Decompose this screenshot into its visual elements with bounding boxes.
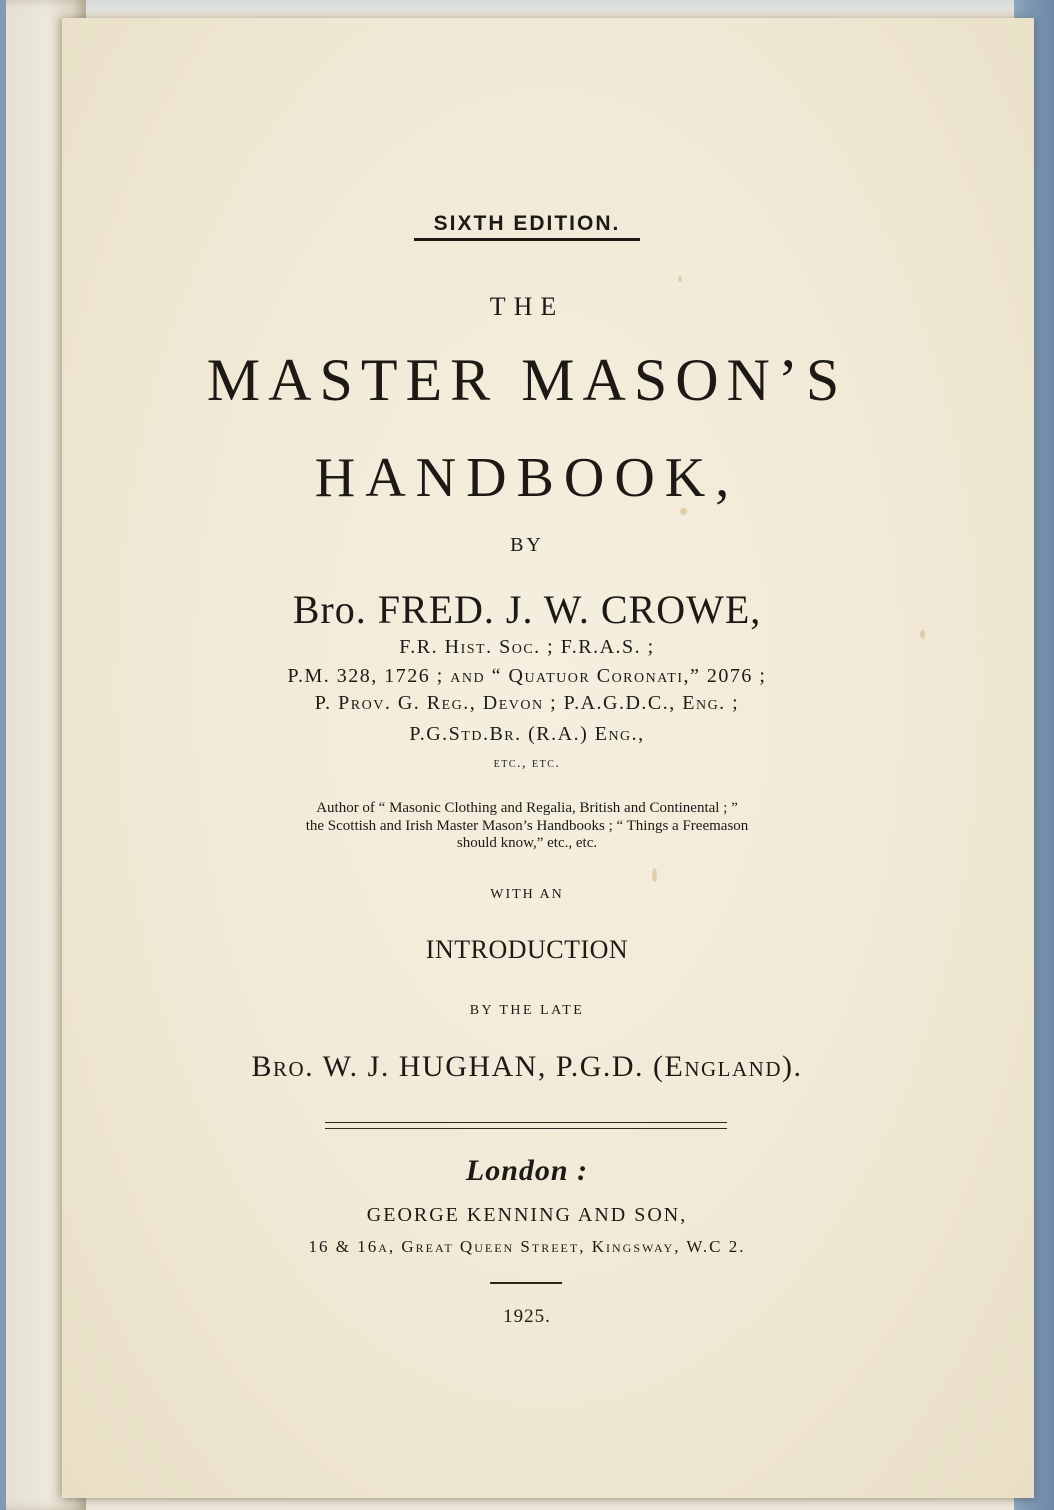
short-rule	[490, 1282, 562, 1284]
imprint-place: London :	[465, 1154, 589, 1187]
author-credential: P.G.Std.Br. (R.A.) Eng.,	[409, 723, 645, 745]
book-title-line-2: HANDBOOK,	[314, 447, 740, 509]
author-name: Bro. FRED. J. W. CROWE,	[292, 587, 762, 632]
left-binding-edge	[0, 0, 6, 1510]
edition-label: SIXTH EDITION.	[433, 212, 621, 235]
other-works-line: Author of “ Masonic Clothing and Regalia, British and Continental ; ”	[316, 800, 738, 816]
publication-year: 1925.	[503, 1306, 551, 1327]
by-the-late-label: BY THE LATE	[469, 1003, 585, 1018]
introduction-label: INTRODUCTION	[425, 935, 629, 964]
edition-underline	[414, 238, 640, 241]
other-works-line: the Scottish and Irish Master Mason’s Handbooks ; “ Things a Freemason	[305, 818, 749, 834]
author-credential: P. Prov. G. Reg., Devon ; P.A.G.D.C., Eng. ;	[314, 692, 740, 714]
author-credential: P.M. 328, 1726 ; and “ Quatuor Coronati,” 2076 ;	[287, 665, 767, 687]
book-title-line-1: MASTER MASON’S	[206, 347, 848, 413]
title-article: THE	[489, 292, 565, 321]
publisher-address: 16 & 16a, Great Queen Street, Kingsway, W.C 2.	[308, 1237, 746, 1256]
author-credential: F.R. Hist. Soc. ; F.R.A.S. ;	[399, 636, 655, 658]
publisher-name: GEORGE KENNING AND SON,	[366, 1204, 688, 1226]
with-an-label: WITH AN	[490, 887, 564, 902]
foxing-spot	[652, 868, 657, 882]
double-rule-bottom	[325, 1128, 727, 1129]
binding-top-edge	[0, 0, 1054, 14]
other-works-line: should know,” etc., etc.	[456, 835, 598, 851]
double-rule-top	[325, 1122, 727, 1123]
author-credential: etc., etc.	[493, 756, 561, 771]
foxing-spot	[678, 276, 682, 282]
introducer-name: Bro. W. J. HUGHAN, P.G.D. (England).	[251, 1050, 803, 1083]
by-label: BY	[510, 534, 544, 556]
